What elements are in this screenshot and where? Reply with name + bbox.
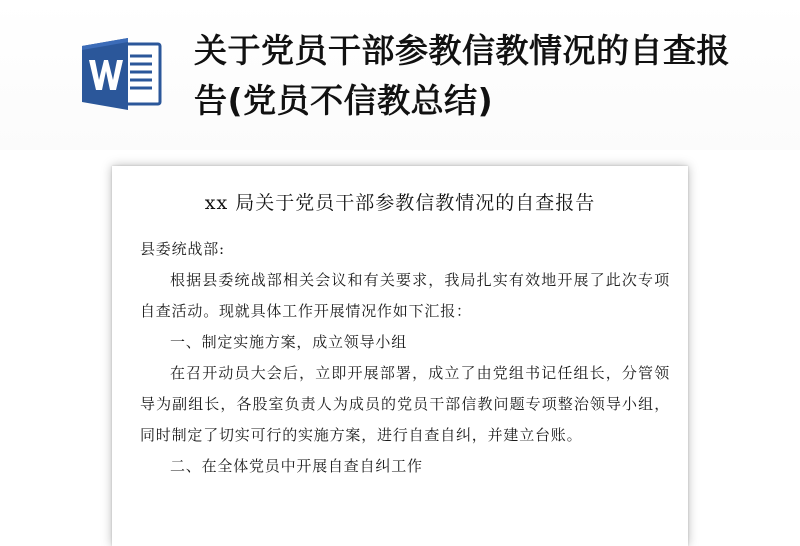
document-title: xx 局关于党员干部参教信教情况的自查报告 [204, 192, 596, 214]
section-heading: 一、制定实施方案，成立领导小组 [170, 333, 408, 351]
document-body [140, 234, 670, 482]
header-banner [0, 0, 800, 150]
word-icon [80, 36, 164, 112]
paragraph: 根据县委统战部相关会议和有关要求，我局扎实有效地开展了此次专项自查活动。现就具体工作开展情况作如下汇报： [140, 271, 670, 320]
paragraph: 在召开动员大会后，立即开展部署，成立了由党组书记任组长，分管领导为副组长，各股室负责人为成员的党员干部信教问题专项整治领导小组，同时制定了切实可行的实施方案，进行自查自纠，并建立台账。 [140, 364, 670, 444]
salutation: 县委统战部: [140, 240, 225, 258]
page-title: 关于党员干部参教信教情况的自查报告(党员不信教总结) [194, 31, 730, 120]
document-page [112, 166, 688, 546]
section-heading: 二、在全体党员中开展自查自纠工作 [170, 457, 423, 475]
